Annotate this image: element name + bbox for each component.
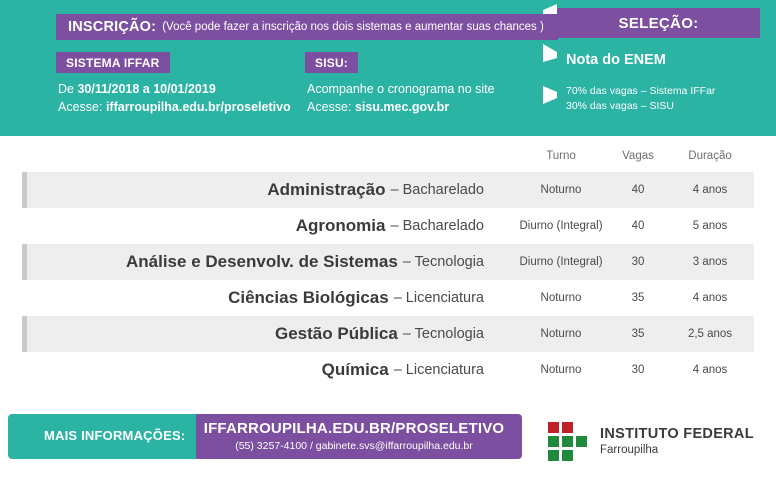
- course-turno: Diurno (Integral): [519, 256, 603, 268]
- iffar-access-url[interactable]: iffarroupilha.edu.br/proseletivo: [105, 100, 291, 114]
- top-banner: [0, 0, 776, 136]
- inscricao-ribbon: [56, 14, 558, 40]
- iffar-access-prefix: Acesse:: [58, 100, 106, 114]
- course-degree: – Licenciatura: [393, 290, 484, 306]
- mais-informacoes-label: MAIS INFORMAÇÕES:: [44, 428, 186, 443]
- selecao-ribbon: SELEÇÃO:: [557, 8, 760, 38]
- course-vagas: 30: [631, 364, 645, 376]
- logo-text-block: [600, 425, 754, 458]
- course-turno: Noturno: [540, 328, 582, 340]
- table-header-row: [0, 150, 776, 166]
- iffar-date-prefix: De: [58, 82, 78, 96]
- vagas-sisu-line: 30% das vagas – SISU: [566, 100, 674, 112]
- course-duracao: 3 anos: [692, 256, 728, 268]
- iffar-access-line: [58, 98, 298, 116]
- table-row[interactable]: [22, 244, 754, 280]
- course-vagas: 35: [631, 292, 645, 304]
- header-duracao: Duração: [688, 150, 732, 162]
- course-degree: – Bacharelado: [390, 218, 484, 234]
- iffar-date-range: 30/11/2018 a 10/01/2019: [77, 82, 216, 96]
- instituto-federal-logo: [548, 420, 758, 466]
- course-name: Gestão Pública: [275, 324, 398, 343]
- course-name: Ciências Biológicas: [228, 288, 389, 307]
- table-row[interactable]: [22, 280, 754, 316]
- sisu-tag: SISU:: [305, 52, 358, 73]
- inscricao-label: INSCRIÇÃO:: [68, 19, 157, 35]
- course-name-cell: [22, 172, 492, 208]
- course-name: Agronomia: [295, 216, 386, 235]
- course-degree: – Tecnologia: [402, 326, 484, 342]
- logo-line-1: INSTITUTO FEDERAL: [600, 426, 754, 442]
- nota-enem-label: Nota do ENEM: [566, 52, 666, 68]
- header-turno: Turno: [546, 150, 576, 162]
- course-duracao: 4 anos: [692, 364, 728, 376]
- course-turno: Noturno: [540, 184, 582, 196]
- sisu-access-url[interactable]: sisu.mec.gov.br: [354, 100, 450, 114]
- course-name: Química: [321, 360, 389, 379]
- table-row[interactable]: [22, 172, 754, 208]
- sisu-info-block: [307, 80, 537, 116]
- vagas-iffar-line: 70% das vagas – Sistema IFFar: [566, 85, 716, 97]
- course-name-cell: [22, 316, 492, 352]
- courses-table: [0, 136, 776, 406]
- header-vagas: Vagas: [622, 150, 654, 162]
- footer: [0, 414, 776, 477]
- logo-line-2: Farroupilha: [600, 444, 659, 456]
- course-duracao: 2,5 anos: [687, 328, 733, 340]
- course-name-cell: [22, 352, 492, 388]
- course-name-cell: [22, 208, 492, 244]
- iffar-date-line: [58, 80, 298, 98]
- sisu-access-line: [307, 98, 537, 116]
- course-duracao: 4 anos: [692, 184, 728, 196]
- course-vagas: 40: [631, 184, 645, 196]
- sisu-access-prefix: Acesse:: [307, 100, 355, 114]
- course-name: Análise e Desenvolv. de Sistemas: [126, 252, 398, 271]
- course-degree: – Licenciatura: [393, 362, 484, 378]
- course-duracao: 4 anos: [692, 292, 728, 304]
- course-name-cell: [22, 244, 492, 280]
- footer-site-url[interactable]: IFFARROUPILHA.EDU.BR/PROSELETIVO: [203, 420, 505, 437]
- footer-contact[interactable]: (55) 3257-4100 / gabinete.svs@iffarroupilha.edu.br: [235, 440, 473, 452]
- table-row[interactable]: [22, 352, 754, 388]
- course-degree: – Tecnologia: [402, 254, 484, 270]
- course-vagas: 30: [631, 256, 645, 268]
- course-degree: – Bacharelado: [390, 182, 484, 198]
- course-name-cell: [22, 280, 492, 316]
- inscricao-note: (Você pode fazer a inscrição nos dois sistemas e aumentar suas chances ): [162, 21, 544, 33]
- iffar-info-block: [58, 80, 298, 116]
- table-row[interactable]: [22, 316, 754, 352]
- sisu-schedule-line: Acompanhe o cronograma no site: [307, 82, 495, 96]
- course-turno: Noturno: [540, 292, 582, 304]
- table-row[interactable]: [22, 208, 754, 244]
- course-vagas: 40: [631, 220, 645, 232]
- course-duracao: 5 anos: [692, 220, 728, 232]
- course-name: Administração: [267, 180, 386, 199]
- course-vagas: 35: [631, 328, 645, 340]
- course-turno: Noturno: [540, 364, 582, 376]
- sistema-iffar-tag: SISTEMA IFFAR: [56, 52, 170, 73]
- logo-grid-icon: [548, 422, 588, 462]
- course-turno: Diurno (Integral): [519, 220, 603, 232]
